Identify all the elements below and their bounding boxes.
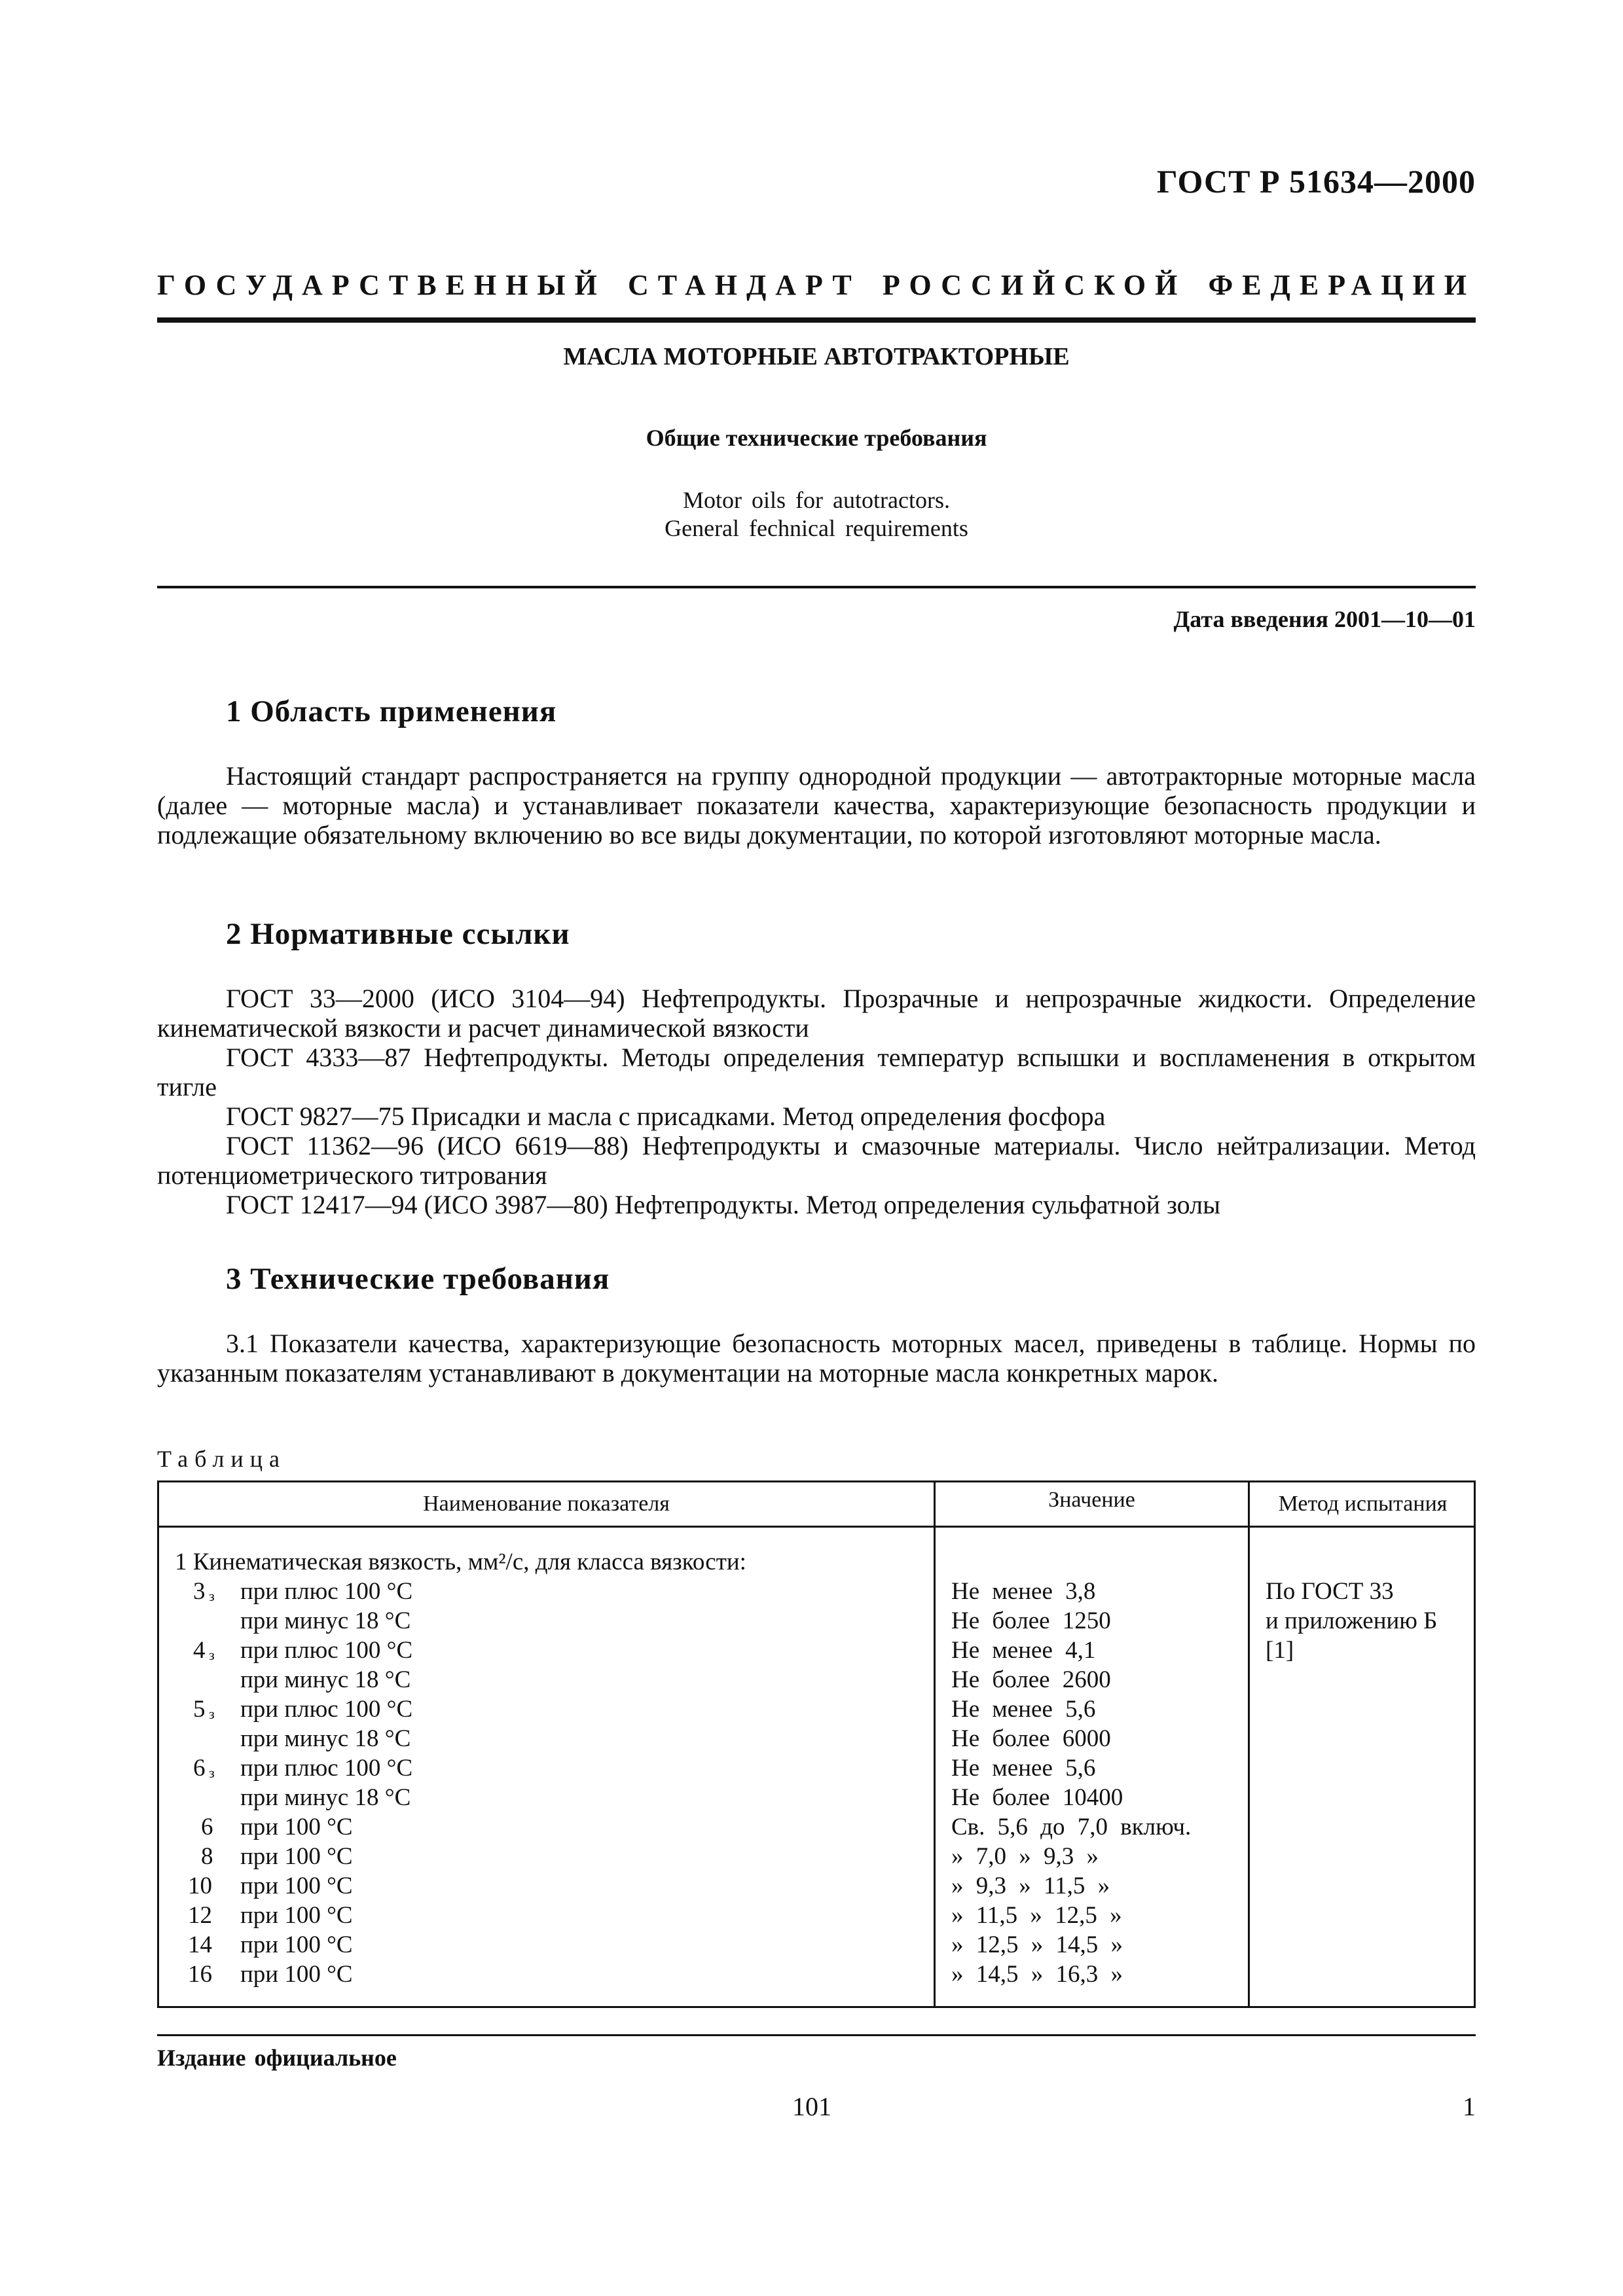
standard-word: ФЕДЕРАЦИИ <box>1208 269 1476 301</box>
test-condition: при плюс 100 °С <box>240 1578 413 1605</box>
winter-subscript: з <box>209 1647 215 1663</box>
standard-header <box>157 268 1476 302</box>
viscosity-class: 5 <box>193 1696 206 1723</box>
winter-subscript: з <box>209 1706 215 1722</box>
reference-item: ГОСТ 11362—96 (ИСО 6619—88) Нефтепродукты и смазочные материалы. Число нейтрализации. Метод потенциометрического титрования <box>157 1131 1476 1190</box>
reference-item: ГОСТ 33—2000 (ИСО 3104—94) Нефтепродукты. Прозрачные и непрозрачные жидкости. Определение кинематической вязкости и расчет динамической вязкости <box>157 984 1476 1043</box>
winter-subscript: з <box>209 1588 215 1604</box>
value-cell: Св. 5,6 до 7,0 включ. <box>951 1814 1192 1840</box>
value-cell: » 12,5 » 14,5 » <box>951 1931 1123 1958</box>
header-rule <box>157 317 1476 323</box>
footer-rule <box>157 2034 1476 2036</box>
value-cell: Не более 1250 <box>951 1607 1111 1634</box>
section-1-text: Настоящий стандарт распространяется на группу однородной продукции — автотракторные моторные масла (далее — моторные масла) и устанавливает показатели качества, характеризующие безопасность продукции и подлежащие обязательному включению во все виды документации, по которой изготовляют моторные масла. <box>157 761 1476 850</box>
column-header: Значение <box>1048 1488 1135 1512</box>
value-cell: Не менее 4,1 <box>951 1637 1096 1664</box>
method-cell: [1] <box>1266 1637 1294 1664</box>
method-cell: По ГОСТ 33 <box>1266 1578 1394 1605</box>
test-condition: при минус 18 °С <box>240 1607 411 1634</box>
test-condition: при минус 18 °С <box>240 1725 411 1752</box>
viscosity-class: 6 <box>201 1814 213 1840</box>
value-cell: Не менее 5,6 <box>951 1755 1096 1782</box>
viscosity-class: 16 <box>188 1961 212 1988</box>
value-cell: » 9,3 » 11,5 » <box>951 1873 1110 1899</box>
value-cell: Не менее 5,6 <box>951 1696 1096 1723</box>
section-3-heading: 3 Технические требования <box>226 1262 610 1296</box>
english-title-line-2: General fechnical requirements <box>665 515 968 541</box>
viscosity-class: 3 <box>193 1578 206 1605</box>
viscosity-class: 12 <box>188 1902 212 1929</box>
reference-item: ГОСТ 12417—94 (ИСО 3987—80) Нефтепродукты. Метод определения сульфатной золы <box>226 1190 1220 1219</box>
document-code: ГОСТ Р 51634—2000 <box>1156 163 1476 200</box>
value-cell: Не менее 3,8 <box>951 1578 1096 1605</box>
value-cell: » 14,5 » 16,3 » <box>951 1961 1123 1988</box>
test-condition: при плюс 100 °С <box>240 1755 413 1782</box>
standard-word: ГОСУДАРСТВЕННЫЙ <box>157 269 606 301</box>
section-3-text: 3.1 Показатели качества, характеризующие безопасность моторных масел, приведены в таблице. Нормы по указанным показателям устанавливают в документации на моторные масла конкретных марок. <box>157 1329 1476 1388</box>
page-number-center: 101 <box>792 2092 831 2121</box>
column-divider <box>1248 1482 1250 2006</box>
test-condition: при 100 °С <box>240 1902 353 1929</box>
english-title-line-1: Motor oils for autotractors. <box>683 487 950 513</box>
document-title: МАСЛА МОТОРНЫЕ АВТОТРАКТОРНЫЕ <box>563 343 1070 370</box>
value-cell: » 7,0 » 9,3 » <box>951 1843 1099 1870</box>
table-label: Таблица <box>157 1446 286 1472</box>
section-1-heading: 1 Область применения <box>226 694 557 728</box>
value-cell: Не более 10400 <box>951 1784 1123 1811</box>
test-condition: при минус 18 °С <box>240 1784 411 1811</box>
value-cell: Не более 6000 <box>951 1725 1111 1752</box>
viscosity-class: 8 <box>201 1843 213 1870</box>
test-condition: при минус 18 °С <box>240 1666 411 1693</box>
test-condition: при плюс 100 °С <box>240 1637 413 1664</box>
standard-word: РОССИЙСКОЙ <box>882 269 1187 301</box>
header-divider <box>159 1526 1474 1528</box>
viscosity-class: 6 <box>193 1755 206 1782</box>
winter-subscript: з <box>209 1765 215 1781</box>
column-header: Метод испытания <box>1278 1492 1448 1516</box>
viscosity-class: 14 <box>188 1931 212 1958</box>
reference-item: ГОСТ 4333—87 Нефтепродукты. Методы определения температур вспышки и воспламенения в открытом тигле <box>157 1043 1476 1102</box>
test-condition: при 100 °С <box>240 1931 353 1958</box>
reference-item: ГОСТ 9827—75 Присадки и масла с присадками. Метод определения фосфора <box>226 1102 1106 1131</box>
requirements-table <box>157 1480 1476 2008</box>
test-condition: при 100 °С <box>240 1873 353 1899</box>
section-2-heading: 2 Нормативные ссылки <box>226 917 570 951</box>
test-condition: при 100 °С <box>240 1843 353 1870</box>
column-header: Наименование показателя <box>423 1492 670 1516</box>
test-condition: при 100 °С <box>240 1961 353 1988</box>
test-condition: при 100 °С <box>240 1814 353 1840</box>
introduction-date: Дата введения 2001—10—01 <box>1173 606 1476 632</box>
value-cell: » 11,5 » 12,5 » <box>951 1902 1122 1929</box>
viscosity-class: 10 <box>188 1873 212 1899</box>
column-divider <box>934 1482 936 2006</box>
title-rule <box>157 586 1476 588</box>
test-condition: при плюс 100 °С <box>240 1696 413 1723</box>
standard-word: СТАНДАРТ <box>628 269 861 301</box>
official-edition-note: Издание официальное <box>157 2045 397 2071</box>
value-cell: Не более 2600 <box>951 1666 1111 1693</box>
table-group-title: 1 Кинематическая вязкость, мм²/с, для класса вязкости: <box>175 1549 746 1575</box>
page-number-right: 1 <box>1463 2092 1476 2121</box>
viscosity-class: 4 <box>193 1637 206 1664</box>
document-subtitle: Общие технические требования <box>646 425 987 451</box>
method-cell: и приложению Б <box>1266 1607 1438 1634</box>
